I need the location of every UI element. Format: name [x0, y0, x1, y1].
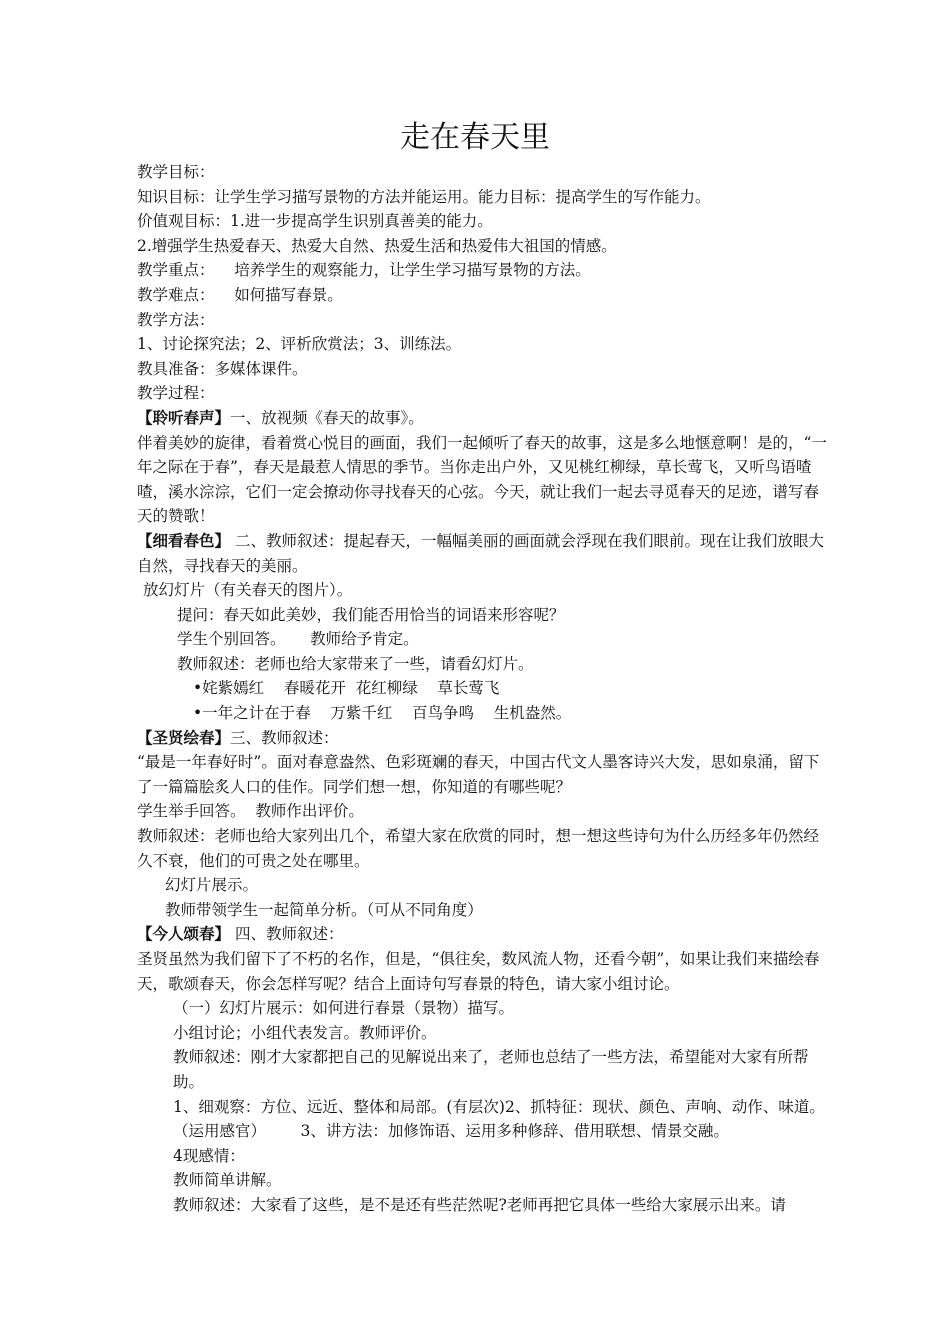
paragraph: [137, 799, 827, 824]
paragraph-text: 圣贤虽然为我们留下了不朽的名作，但是，“俱往矣，数风流人物，还看今朝”，如果让我们来描绘春天，歌颂春天，你会怎样写呢？结合上面诗句写春景的特色，请大家小组讨论。: [137, 950, 820, 993]
paragraph-text: 放幻灯片（有关春天的图片）。: [143, 581, 353, 600]
paragraph-text: 伴着美妙的旋律，看着赏心悦目的画面，我们一起倾听了春天的故事，这是多么地惬意啊！是的，“一年之际在于春”，春天是最惹人情思的季节。当你走出户外，又见桃红柳绿，草长莺飞，又听鸟语喳喳，溪水淙淙，它们一定会撩动你寻找春天的心弦。今天，就让我们一起去寻觅春天的足迹，谱写春天的赞歌！: [137, 433, 827, 526]
paragraph-text: 一、放视频《春天的故事》。: [230, 408, 424, 427]
paragraph-text: 三、教师叙述：: [230, 728, 339, 747]
paragraph-text: •姹紫嫣红 春暖花开 花红柳绿 草长莺飞: [193, 679, 500, 698]
paragraph-text: 小组讨论；小组代表发言。教师评价。: [173, 1023, 437, 1042]
paragraph: [137, 283, 827, 308]
paragraph: [137, 332, 827, 357]
paragraph-text: （运用感官） 3、讲方法：加修饰语、运用多种修辞、借用联想、情景交融。: [173, 1122, 729, 1141]
paragraph: [137, 258, 827, 283]
paragraph-text: 教学目标：: [137, 163, 215, 181]
paragraph: [137, 996, 827, 1021]
paragraph: [137, 947, 827, 996]
paragraph-text: 教师叙述：老师也给大家列出几个，希望大家在欣赏的同时，想一想这些诗句为什么历经多年仍然经久不衰，他们的可贵之处在哪里。: [137, 827, 820, 870]
paragraph: [137, 922, 827, 947]
paragraph-text: 1、讨论探究法；2、评析欣赏法；3、训练法。: [137, 335, 462, 354]
section-heading: 【今人颂春】: [137, 924, 231, 944]
page-title: 走在春天里: [400, 120, 550, 155]
paragraph: [137, 676, 827, 701]
paragraph: [137, 1095, 827, 1120]
paragraph: [137, 1168, 827, 1193]
paragraph: [137, 726, 827, 751]
paragraph: [137, 357, 827, 382]
paragraph-text: （一）幻灯片展示：如何进行春景（景物）描写。: [173, 999, 515, 1018]
paragraph: [137, 750, 827, 799]
paragraph: [137, 406, 827, 431]
paragraph-text: 教师叙述：刚才大家都把自己的见解说出来了，老师也总结了一些方法，希望能对大家有所帮助。: [173, 1048, 809, 1091]
paragraph-text: 学生举手回答。 教师作出评价。: [137, 802, 364, 821]
paragraph-text: 幻灯片展示。: [165, 876, 259, 895]
paragraph-text: 提问：春天如此美妙，我们能否用恰当的词语来形容呢？: [177, 605, 565, 624]
paragraph-text: 教学过程：: [137, 384, 215, 403]
paragraph-text: 4现感情：: [173, 1146, 245, 1165]
paragraph-text: 教学方法：: [137, 310, 215, 329]
paragraph: [137, 381, 827, 406]
paragraph: [137, 898, 827, 923]
paragraph: [137, 1193, 827, 1218]
paragraph-text: 二、教师叙述：提起春天，一幅幅美丽的画面就会浮现在我们眼前。现在让我们放眼大自然，寻找春天的美丽。: [137, 531, 824, 575]
paragraph: [137, 185, 827, 210]
paragraph: [137, 701, 827, 726]
paragraph-text: 教师叙述：老师也给大家带来了一些，请看幻灯片。: [177, 654, 534, 673]
paragraph: [137, 627, 827, 652]
paragraph: [137, 308, 827, 333]
paragraph-text: 学生个别回答。 教师给予肯定。: [177, 630, 419, 649]
section-heading: 【细看春色】: [137, 530, 231, 550]
paragraph-text: “最是一年春好时”。面对春意盎然、色彩斑斓的春天，中国古代文人墨客诗兴大发，思如泉涌，留下了一篇篇脍炙人口的佳作。同学们想一想，你知道的有哪些呢？: [137, 753, 820, 796]
paragraph: [137, 652, 827, 677]
paragraph: [137, 1119, 827, 1144]
paragraph: [137, 160, 827, 185]
paragraph-text: 2.增强学生热爱春天、热爱大自然、热爱生活和热爱伟大祖国的情感。: [137, 236, 617, 255]
paragraph: [137, 1045, 827, 1094]
paragraph-text: 四、教师叙述：: [230, 925, 344, 944]
paragraph-text: 价值观目标：1.进一步提高学生识别真善美的能力。: [137, 212, 493, 231]
paragraph: [137, 603, 827, 628]
paragraph: [137, 578, 827, 603]
paragraph-text: 1、细观察：方位、远近、整体和局部。(有层次)2、抓特征：现状、颜色、声响、动作、味道。: [173, 1097, 825, 1116]
paragraph-text: 教师叙述：大家看了这些，是不是还有些茫然呢?老师再把它具体一些给大家展示出来。请: [173, 1195, 786, 1214]
paragraph-text: •一年之计在于春 万紫千红 百鸟争鸣 生机盎然。: [193, 704, 572, 723]
paragraph: [137, 873, 827, 898]
paragraph: [137, 431, 827, 529]
paragraph: [137, 234, 827, 259]
section-heading: 【聆听春声】: [137, 407, 231, 427]
section-heading: 【圣贤绘春】: [137, 727, 231, 747]
document-body: [137, 160, 827, 1218]
paragraph-text: 教学重点： 培养学生的观察能力，让学生学习描写景物的方法。: [137, 261, 591, 280]
paragraph: [137, 529, 827, 578]
paragraph-text: 教具准备：多媒体课件。: [137, 359, 308, 378]
paragraph: [137, 824, 827, 873]
paragraph-text: 教学难点： 如何描写春景。: [137, 285, 343, 304]
paragraph: [137, 1144, 827, 1169]
paragraph: [137, 209, 827, 234]
paragraph: [137, 1021, 827, 1046]
paragraph-text: 知识目标：让学生学习描写景物的方法并能运用。能力目标：提高学生的写作能力。: [137, 187, 711, 206]
paragraph-text: 教师带领学生一起简单分析。（可从不同角度）: [165, 900, 483, 919]
paragraph-text: 教师简单讲解。: [173, 1171, 282, 1190]
